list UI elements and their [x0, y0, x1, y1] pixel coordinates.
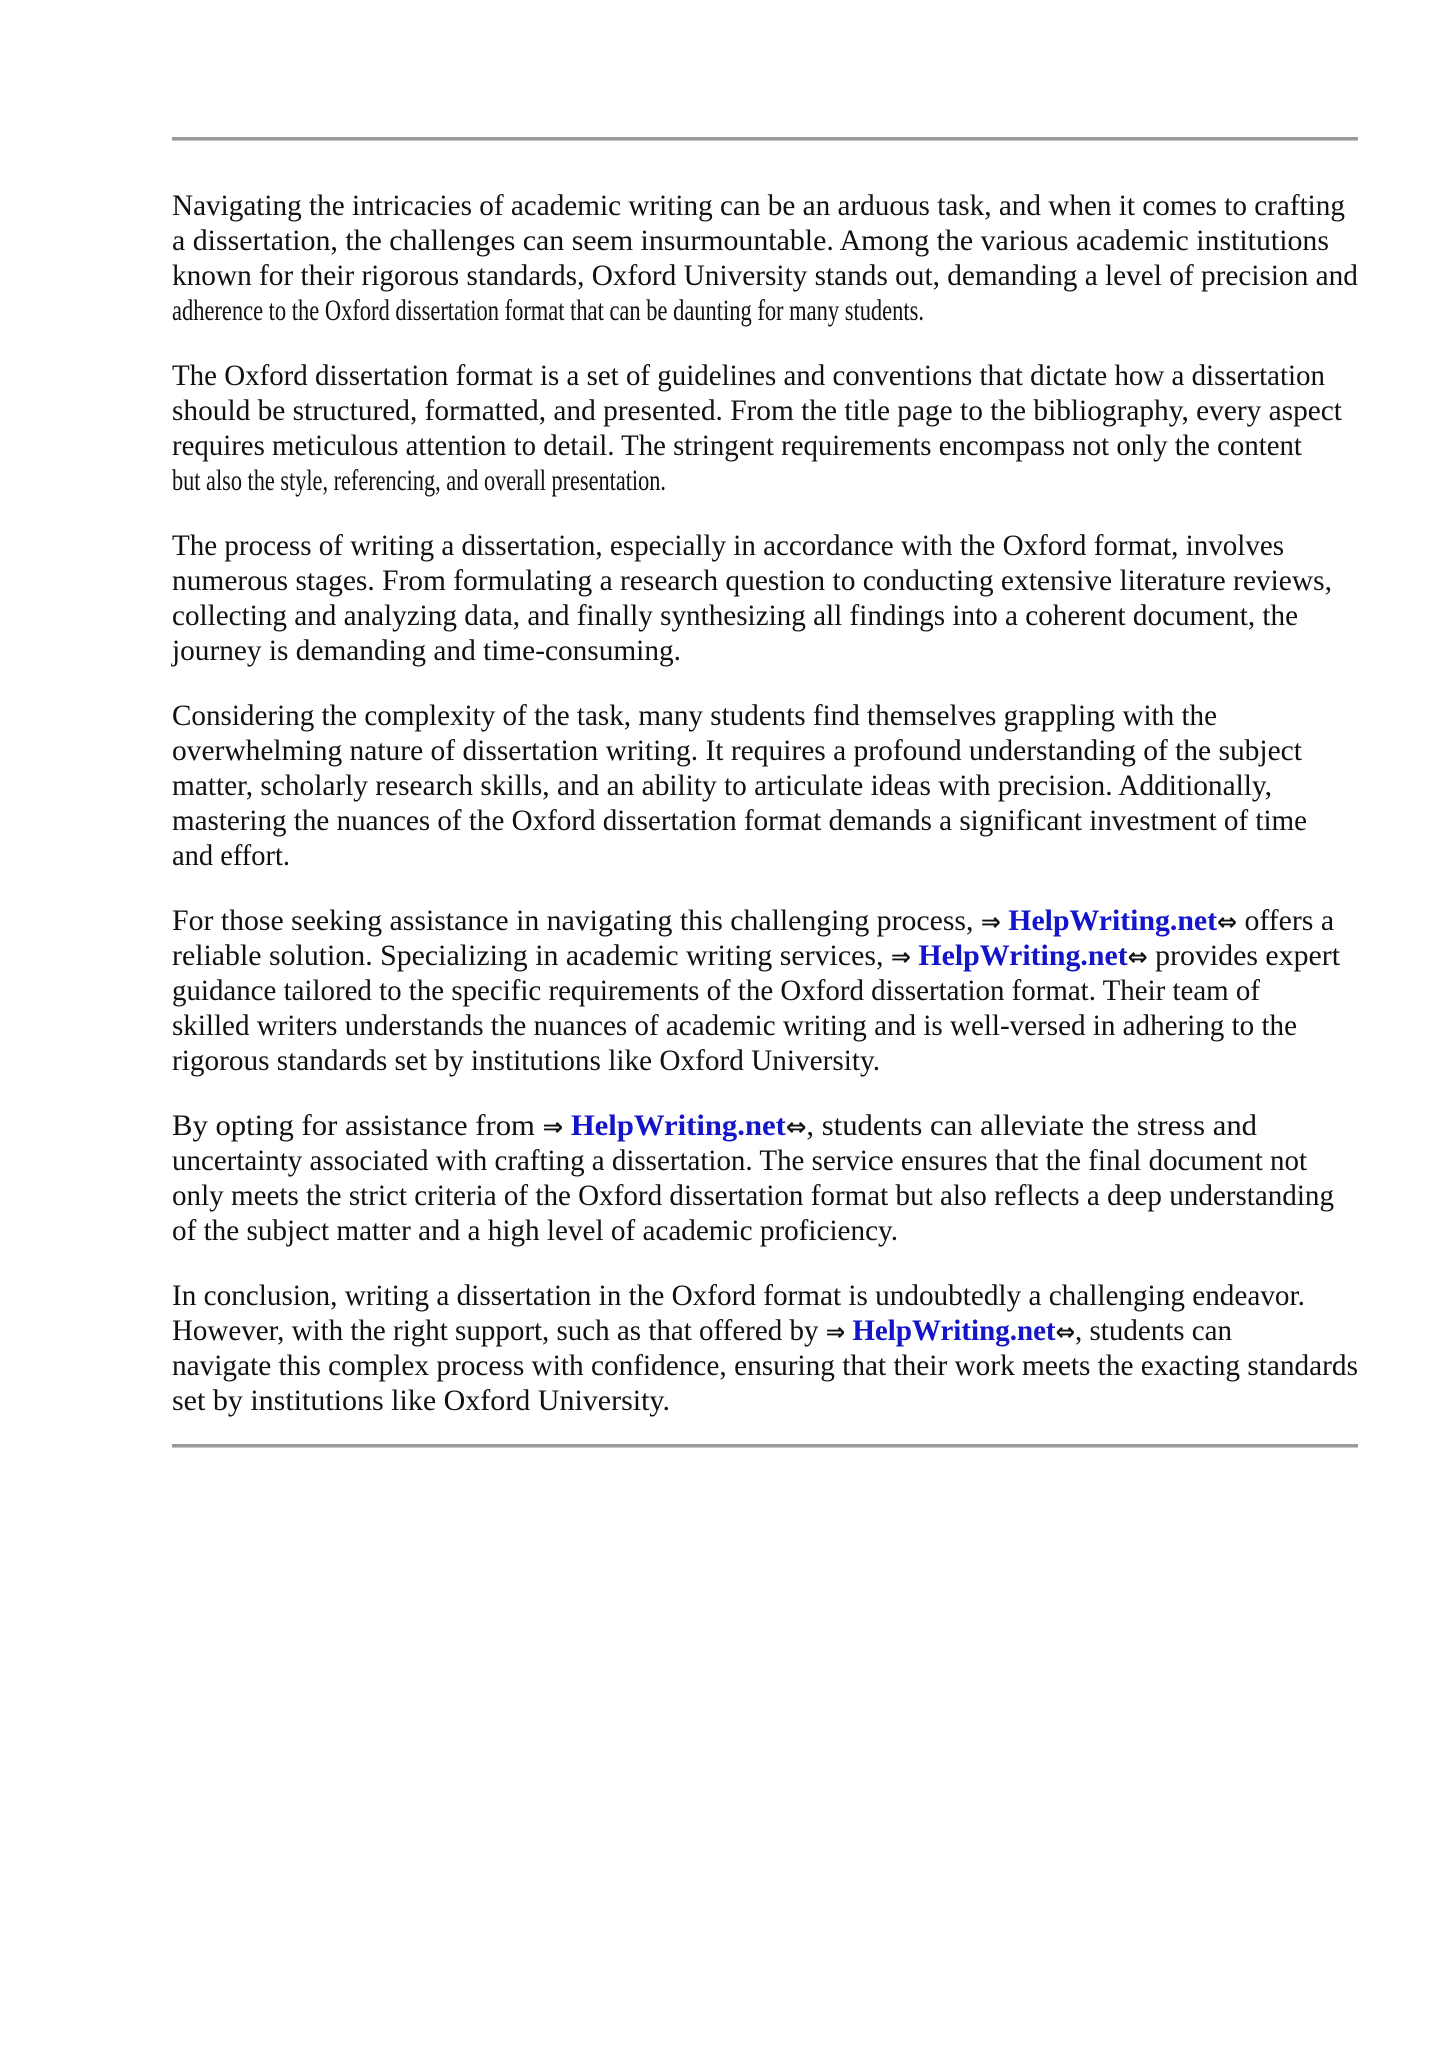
text-segment: requires meticulous attention to detail. The stringent requirements encompass not only the content	[172, 429, 1302, 462]
text-segment: The process of writing a dissertation, especially in accordance with the Oxford format, involves	[172, 529, 1285, 562]
text-line	[172, 838, 1301, 873]
text-line	[172, 1313, 1322, 1348]
text-segment: The Oxford dissertation format is a set of guidelines and conventions that dictate how a dissertation	[172, 359, 1325, 392]
helpwriting-link[interactable]: HelpWriting.net	[1008, 904, 1218, 937]
text-line	[172, 223, 1357, 258]
text-line	[172, 563, 1340, 598]
text-segment: of the subject matter and a high level of academic proficiency.	[172, 1214, 898, 1247]
text-segment: skilled writers understands the nuances of academic writing and is well-versed in adhering to the	[172, 1009, 1297, 1042]
text-segment: reliable solution. Specializing in academic writing services,	[172, 939, 891, 972]
text-line	[172, 1383, 1362, 1418]
text-segment: , students can alleviate the stress and	[806, 1109, 1258, 1142]
text-segment: , students can	[1075, 1314, 1233, 1347]
double-left-right-arrow-icon: ⇔	[785, 1113, 807, 1141]
double-right-arrow-icon: ⇒	[542, 1113, 564, 1141]
text-line	[172, 393, 1342, 428]
text-line	[172, 973, 1319, 1008]
bottom-horizontal-rule	[172, 1444, 1358, 1448]
text-line	[172, 428, 1315, 463]
text-line	[172, 1348, 1358, 1383]
text-segment: numerous stages. From formulating a research question to conducting extensive literature reviews,	[172, 564, 1332, 597]
text-segment: However, with the right support, such as that offered by	[172, 1314, 826, 1347]
text-segment: collecting and analyzing data, and finally synthesizing all findings into a coherent document, the	[172, 599, 1299, 632]
text-line	[172, 598, 1328, 633]
paragraph-4	[172, 698, 1362, 873]
double-left-right-arrow-icon: ⇔	[1217, 908, 1238, 936]
text-line	[172, 1213, 1329, 1248]
paragraph-3	[172, 528, 1362, 668]
document-body	[172, 188, 1362, 1448]
text-segment: By opting for assistance from	[172, 1109, 543, 1142]
text-segment	[911, 939, 918, 972]
text-segment: navigate this complex process with confidence, ensuring that their work meets the exacting standards	[172, 1349, 1358, 1382]
text-segment: adherence to the Oxford dissertation format that can be daunting for many students.	[172, 294, 924, 327]
text-segment: overwhelming nature of dissertation writing. It requires a profound understanding of the subject	[172, 734, 1302, 767]
double-right-arrow-icon: ⇒	[890, 943, 911, 971]
text-segment	[845, 1314, 852, 1347]
text-segment: In conclusion, writing a dissertation in the Oxford format is undoubtedly a challenging endeavor.	[172, 1279, 1305, 1312]
helpwriting-link[interactable]: HelpWriting.net	[918, 939, 1128, 972]
paragraph-5	[172, 903, 1362, 1078]
text-line	[172, 1043, 1332, 1078]
text-segment: offers a	[1237, 904, 1335, 937]
text-line	[172, 258, 1358, 293]
text-segment: provides expert	[1147, 939, 1341, 972]
text-line	[172, 938, 1356, 973]
double-left-right-arrow-icon: ⇔	[1127, 943, 1148, 971]
double-right-arrow-icon: ⇒	[825, 1318, 846, 1346]
text-segment: matter, scholarly research skills, and an ability to articulate ideas with precision. Additionally,	[172, 769, 1273, 802]
text-line	[172, 1178, 1334, 1213]
text-segment: Navigating the intricacies of academic writing can be an arduous task, and when it comes to crafting	[172, 189, 1345, 222]
top-horizontal-rule	[172, 137, 1358, 141]
text-segment: journey is demanding and time-consuming.	[172, 634, 681, 667]
text-line	[172, 463, 1056, 498]
helpwriting-link[interactable]: HelpWriting.net	[852, 1314, 1056, 1347]
text-segment: known for their rigorous standards, Oxford University stands out, demanding a level of precision and	[172, 259, 1358, 292]
text-segment	[563, 1109, 571, 1142]
paragraph-2	[172, 358, 1362, 498]
text-line	[172, 188, 1345, 223]
paragraph-6	[172, 1108, 1362, 1248]
text-segment: guidance tailored to the specific requirements of the Oxford dissertation format. Their team of	[172, 974, 1260, 1007]
text-segment: rigorous standards set by institutions like Oxford University.	[172, 1044, 881, 1077]
text-segment: mastering the nuances of the Oxford dissertation format demands a significant investment of time	[172, 804, 1308, 837]
double-right-arrow-icon: ⇒	[980, 908, 1001, 936]
text-line	[172, 293, 1063, 328]
paragraph-7	[172, 1278, 1362, 1418]
text-segment: only meets the strict criteria of the Oxford dissertation format but also reflects a deep understanding	[172, 1179, 1334, 1212]
double-left-right-arrow-icon: ⇔	[1055, 1318, 1076, 1346]
text-line	[172, 768, 1336, 803]
text-line	[172, 1108, 1389, 1143]
text-line	[172, 903, 1353, 938]
text-segment: a dissertation, the challenges can seem insurmountable. Among the various academic institutions	[172, 224, 1329, 257]
text-line	[172, 733, 1341, 768]
text-line	[172, 1278, 1330, 1313]
text-segment: For those seeking assistance in navigating this challenging process,	[172, 904, 981, 937]
helpwriting-link[interactable]: HelpWriting.net	[570, 1109, 786, 1142]
text-segment: set by institutions like Oxford University.	[172, 1384, 670, 1417]
text-line	[172, 803, 1324, 838]
text-segment: and effort.	[172, 839, 290, 872]
text-segment: should be structured, formatted, and presented. From the title page to the bibliography, every aspect	[172, 394, 1342, 427]
text-segment: Considering the complexity of the task, many students find themselves grappling with the	[172, 699, 1218, 732]
paragraph-1	[172, 188, 1362, 328]
text-line	[172, 698, 1326, 733]
text-line	[172, 358, 1325, 393]
text-line	[172, 528, 1324, 563]
text-line	[172, 1008, 1325, 1043]
text-segment: but also the style, referencing, and overall presentation.	[172, 464, 666, 497]
text-line	[172, 1143, 1321, 1178]
text-line	[172, 633, 1335, 668]
text-segment: uncertainty associated with crafting a dissertation. The service ensures that the final document not	[172, 1144, 1308, 1177]
